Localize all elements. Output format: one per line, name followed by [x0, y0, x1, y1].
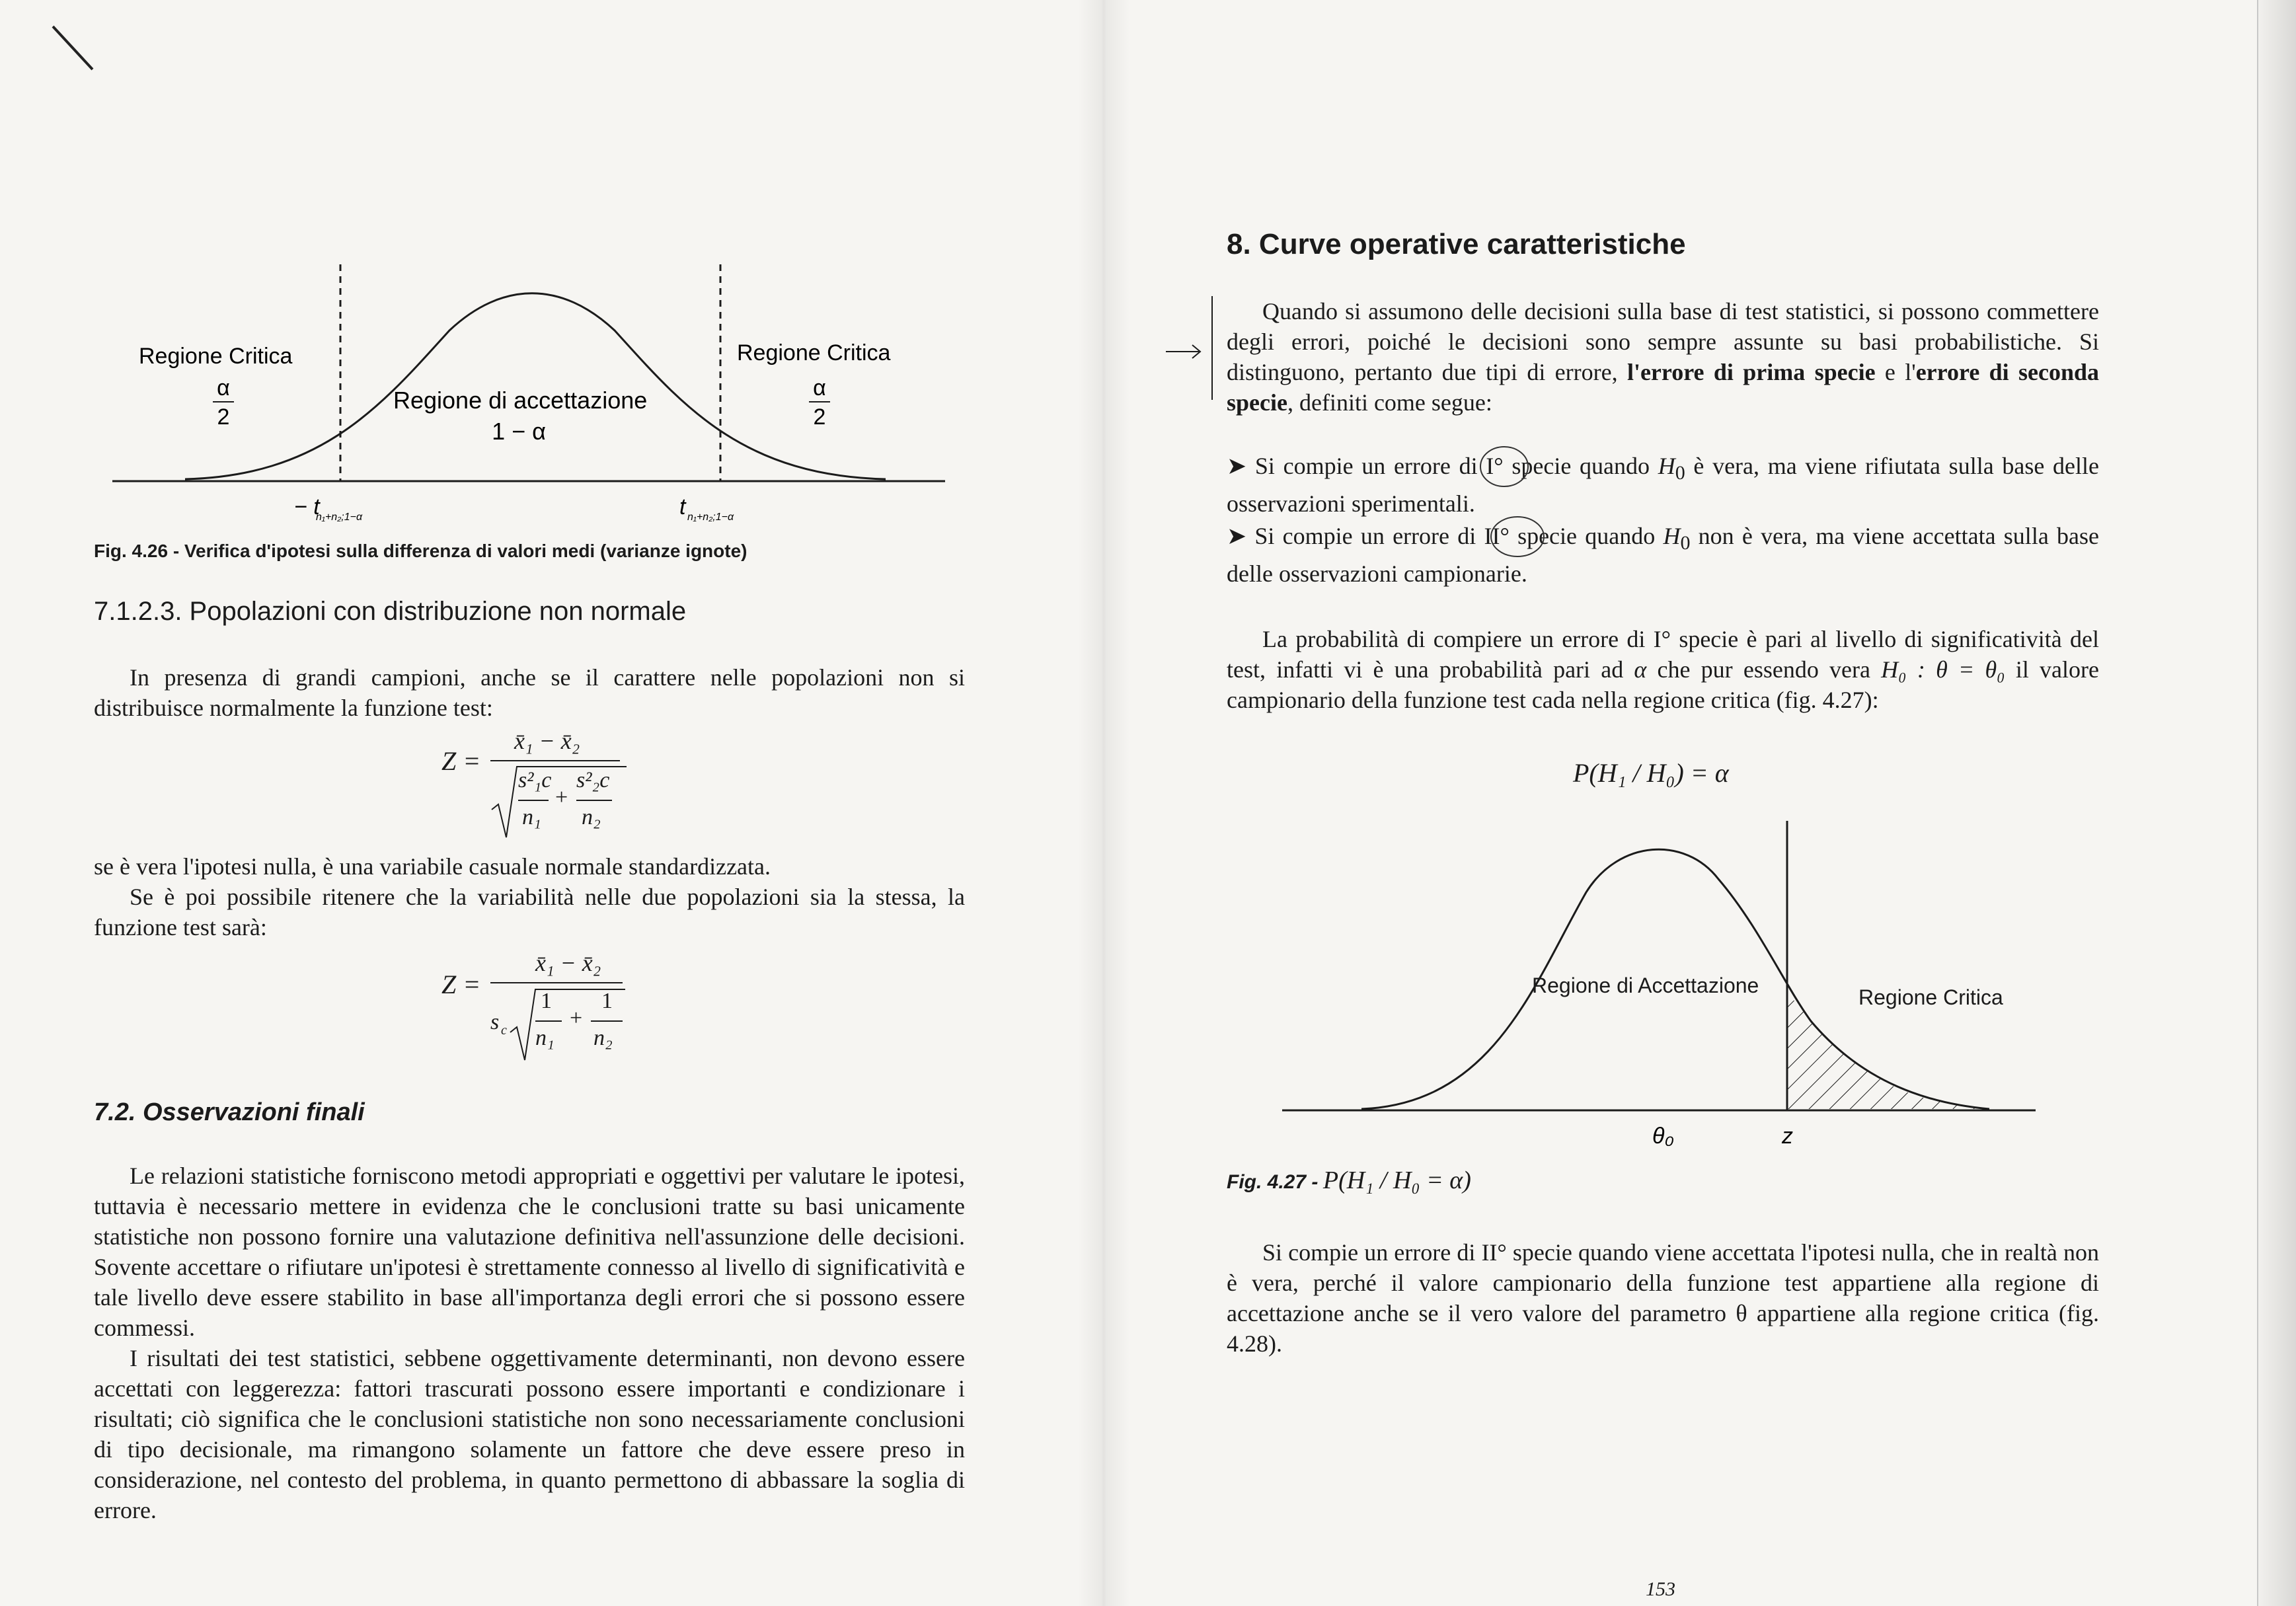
- formula-2-one-a: 1: [541, 989, 552, 1013]
- fig-426-label-center: Regione di accettazione: [393, 387, 648, 414]
- fig-427-caption: Fig. 4.27 - P(H₁ / H₀ = α): [1227, 1166, 1471, 1194]
- formula-2-n1: n₁: [535, 1026, 555, 1050]
- fig-426-tick-left: − t: [294, 494, 320, 519]
- formula-2-lhs: Z =: [441, 970, 481, 999]
- section-7123-p2: se è vera l'ipotesi nulla, è una variabile casuale normale standardizzata.: [94, 853, 771, 880]
- term-second-error: errore di seconda specie: [1227, 359, 2100, 416]
- fig-426-label-right: Regione Critica: [737, 340, 891, 365]
- formula-p-h1-h0: P(H₁ / H₀) = α: [1573, 758, 1729, 788]
- fig-426-caption: Fig. 4.26 - Verifica d'ipotesi sulla differenza di valori medi (varianze ignote): [94, 541, 747, 561]
- formula-1-s2: s²₂c: [576, 768, 610, 792]
- section-8-p2: La probabilità di compiere un errore di I° specie è pari al livello di significatività del test, infatti vi è una probabilità pari ad α che pur essendo vera H₀ : θ = θ₀ il valore campionario della funzione test cada nella regione critica (fig. 4.27):: [1227, 626, 2099, 713]
- fig-427-label-accept: Regione di Accettazione: [1532, 974, 1759, 997]
- fig-426-left-den: 2: [217, 404, 230, 430]
- circle-annotation-ii: [1486, 512, 1552, 564]
- bullet-1-marker: ➤: [1227, 453, 1255, 479]
- section-72-heading: 7.2. Osservazioni finali: [94, 1098, 365, 1126]
- fig-426-tick-right: t: [679, 494, 686, 519]
- margin-annotation: [1158, 291, 1224, 410]
- formula-1-plus: +: [555, 785, 568, 810]
- page-edge: [2257, 0, 2296, 1606]
- formula-2-one-b: 1: [601, 989, 613, 1013]
- formula-2-n2: n₂: [593, 1026, 613, 1050]
- fig-426-label-left: Regione Critica: [139, 344, 293, 369]
- formula-2-sc: s: [490, 1010, 500, 1034]
- section-7123-heading: 7.1.2.3. Popolazioni con distribuzione non normale: [94, 597, 687, 626]
- page-number: 153: [1646, 1578, 1675, 1600]
- fig-426-center-value: 1 − α: [492, 418, 546, 445]
- section-72-p2: I risultati dei test statistici, sebbene oggettivamente determinanti, non devono essere accettati con leggerezza: fattori trascurati possono essere importanti e condizionare i risultati; ciò significa che le conclusioni statistiche non sono necessariamente conclusioni di tipo decisionale, ma rimangono solamente un fattore che deve essere preso in considerazione, nel contesto del problema, in quanto permettono di abbassare la soglia di errore.: [94, 1345, 965, 1523]
- fig-426-tick-right-sub: n₁+n₂;1−α: [687, 512, 734, 523]
- formula-1-n1: n₁: [522, 805, 541, 829]
- fig-427-tick-theta: θ₀: [1652, 1124, 1674, 1149]
- pen-mark: [46, 20, 106, 79]
- formula-1-numerator: x̄₁ − x̄₂: [514, 728, 580, 754]
- fig-4-26: [106, 251, 952, 529]
- fig-426-left-alpha: α: [217, 375, 230, 401]
- formula-1-s1: s²₁c: [518, 768, 552, 792]
- fig-426-tick-left-sub: n₁+n₂;1−α: [316, 512, 363, 523]
- formula-1-n2: n₂: [582, 805, 601, 829]
- formula-2-numerator: x̄₁ − x̄₂: [535, 950, 601, 976]
- bullet-2: ➤ Si compie un errore di II° specie quando $H_0$ non è vera, ma viene accettata sulla base delle osservazioni campionarie.: [1227, 523, 2099, 588]
- section-8-p3: Si compie un errore di II° specie quando viene accettata l'ipotesi nulla, che in realtà non è vera, perché il valore campionario della funzione test appartiene alla regione di accettazione anche se il vero valore del parametro θ appartiene alla regione critica (fig. 4.28).: [1227, 1239, 2099, 1357]
- circle-annotation-i: [1475, 441, 1535, 494]
- section-7123-p1: In presenza di grandi campioni, anche se il carattere nelle popolazioni non si distribuisce normalmente la funzione test:: [94, 664, 965, 721]
- section-72-p1: Le relazioni statistiche forniscono metodi appropriati e oggettivi per valutare le ipotesi, tuttavia è necessario mettere in evidenza che le conclusioni tratte su basi unicamente statistiche non possono fornire una valutazione definitiva nell'assunzione delle decisioni. Sovente accettare o rifiutare un'ipotesi è strettamente connesso al livello di significatività e tale livello deve essere stabilito in base all'importanza degli errori che si possono essere commessi.: [94, 1163, 965, 1341]
- fig-4-27: [1282, 813, 2049, 1150]
- bullet-1: ➤ Si compie un errore di I° specie quando $H_0$ è vera, ma viene rifiutata sulla base delle osservazioni sperimentali.: [1227, 453, 2100, 517]
- fig-426-right-alpha: α: [813, 375, 826, 401]
- page-gutter: [1077, 0, 1130, 1606]
- section-7123-p3: Se è poi possibile ritenere che la variabilità nelle due popolazioni sia la stessa, la funzione test sarà:: [94, 884, 965, 940]
- fig-427-tick-z: z: [1782, 1124, 1793, 1149]
- fig-426-right-den: 2: [813, 404, 826, 430]
- section-8-heading: 8. Curve operative caratteristiche: [1227, 228, 1686, 260]
- term-first-error: l'errore di prima specie: [1626, 359, 1876, 385]
- fig-427-label-critical: Regione Critica: [1858, 985, 2003, 1009]
- formula-2-sc-sub: c: [501, 1023, 507, 1038]
- section-8-p1: Quando si assumono delle decisioni sulla base di test statistici, si possono commettere degli errori, poiché le decisioni sono sempre assunte su basi probabilistiche. Si distinguono, pertanto due tipi di errore, l'errore di prima specie e l'errore di seconda specie, definiti come segue:: [1227, 298, 2100, 416]
- bullet-2-marker: ➤: [1227, 523, 1255, 549]
- formula-2-plus: +: [570, 1006, 583, 1030]
- formula-1-lhs: Z =: [441, 746, 481, 776]
